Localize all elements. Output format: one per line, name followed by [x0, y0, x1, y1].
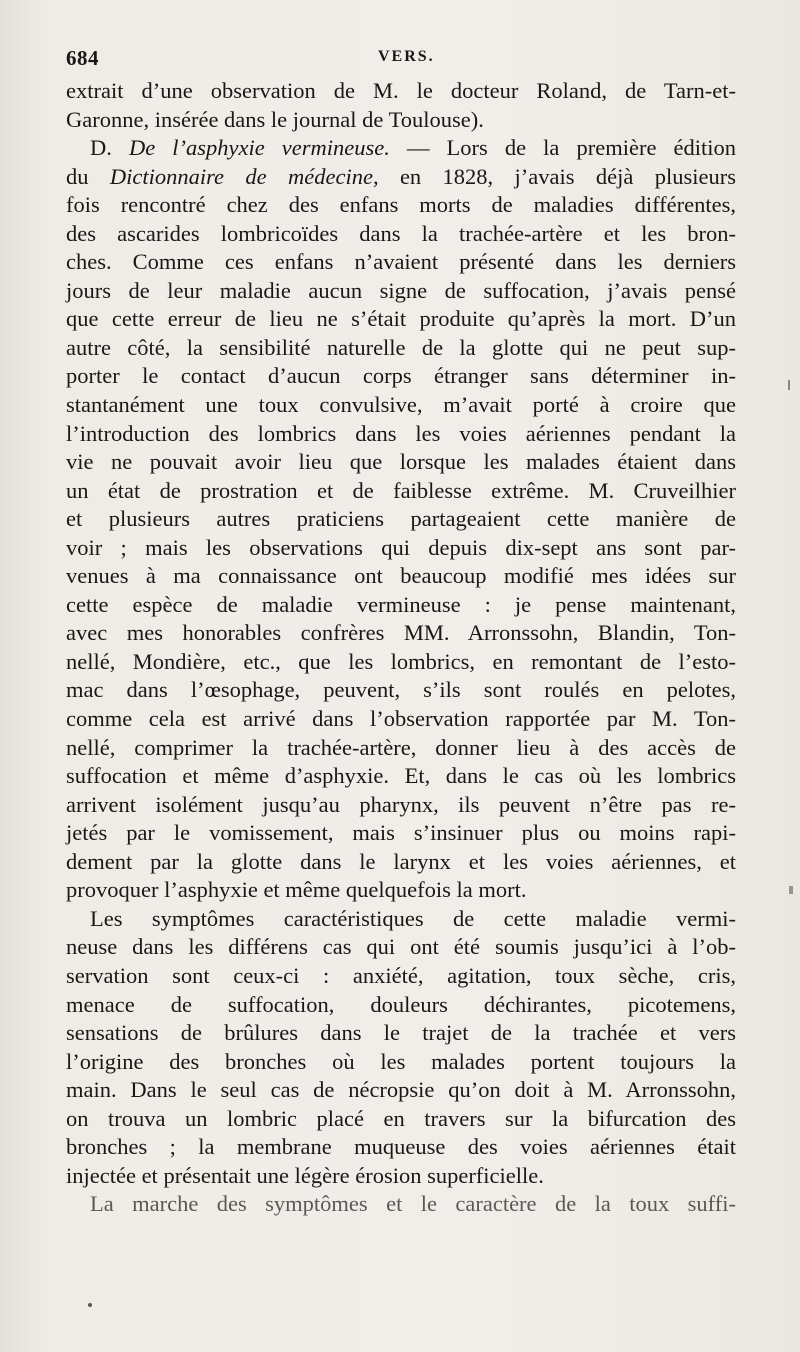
text-line: on trouva un lombric placé en travers sur la bifurcation des — [66, 1105, 736, 1131]
text-line: jours de leur maladie aucun signe de suffocation, j’avais pensé — [66, 277, 736, 303]
ink-speck — [88, 1303, 92, 1307]
text-line: bronches ; la membrane muqueuse des voies aériennes était — [66, 1134, 736, 1160]
text-line-section-d — [66, 134, 736, 163]
text-line: injectée et présentait une légère érosion superficielle. — [66, 1162, 544, 1188]
text-line: Les symptômes caractéristiques de cette maladie vermi- — [90, 905, 736, 931]
text-line: l’origine des bronches où les malades portent toujours la — [66, 1048, 736, 1074]
section-label: D. — [90, 135, 129, 161]
page-header — [66, 46, 736, 74]
text-line: venues à ma connaissance ont beaucoup modifié mes idées sur — [66, 563, 736, 589]
text-line: Garonne, insérée dans le journal de Toulouse). — [66, 106, 484, 132]
text-line: porter le contact d’aucun corps étranger sans déterminer in- — [66, 363, 736, 389]
text-line: stantanément une toux convulsive, m’avait porté à croire que — [66, 392, 736, 418]
text-line: La marche des symptômes et le caractère de la toux suffi- — [90, 1191, 736, 1217]
text-line: dement par la glotte dans le larynx et les voies aériennes, et — [66, 848, 736, 874]
running-head: VERS. — [378, 48, 435, 65]
text-line: extrait d’une observation de M. le docteur Roland, de Tarn-et- — [66, 78, 736, 103]
text-line: main. Dans le seul cas de nécropsie qu’on doit à M. Arronssohn, — [66, 1077, 736, 1103]
section-title: De l’asphyxie vermineuse. — [128, 135, 390, 161]
text-line: nellé, comprimer la trachée-artère, donner lieu à des accès de — [66, 734, 736, 760]
text-line: mac dans l’œsophage, peuvent, s’ils sont roulés en pelotes, — [66, 677, 736, 703]
text-line: ches. Comme ces enfans n’avaient présenté dans les derniers — [66, 249, 736, 275]
text-line — [66, 163, 736, 192]
dictionary-title: Dictionnaire de médecine, — [109, 163, 379, 189]
text-line: arrivent isolément jusqu’au pharynx, ils peuvent n’être pas re- — [66, 791, 736, 817]
text-line: avec mes honorables confrères MM. Arronssohn, Blandin, Ton- — [66, 620, 736, 646]
text-line: sensations de brûlures dans le trajet de la trachée et vers — [66, 1020, 736, 1046]
text-line: suffocation et même d’asphyxie. Et, dans le cas où les lombrics — [66, 763, 736, 789]
text-line: que cette erreur de lieu ne s’était produite qu’après la mort. D’un — [66, 306, 736, 332]
text-line: fois rencontré chez des enfans morts de maladies différentes, — [66, 192, 736, 218]
text-line: nellé, Mondière, etc., que les lombrics, en remontant de l’esto- — [66, 648, 736, 674]
line-start: du — [66, 163, 110, 189]
line-rest: en 1828, j’avais déjà plusieurs — [378, 163, 736, 189]
text-line: jetés par le vomissement, mais s’insinuer plus ou moins rapi- — [66, 820, 736, 846]
text-line: autre côté, la sensibilité naturelle de la glotte qui ne peut sup- — [66, 334, 736, 360]
text-line: voir ; mais les observations qui depuis dix-sept ans sont par- — [66, 534, 736, 560]
text-line: neuse dans les différens cas qui ont été soumis jusqu’ici à l’ob- — [66, 934, 736, 960]
text-line: vie ne pouvait avoir lieu que lorsque les malades étaient dans — [66, 449, 736, 475]
text-line: comme cela est arrivé dans l’observation rapportée par M. Ton- — [66, 706, 736, 732]
text-line: l’introduction des lombrics dans les voies aériennes pendant la — [66, 420, 736, 446]
text-line: des ascarides lombricoïdes dans la trachée-artère et les bron- — [66, 220, 736, 246]
text-line: menace de suffocation, douleurs déchirantes, picotemens, — [66, 991, 736, 1017]
body-text — [66, 77, 736, 1219]
text-line: et plusieurs autres praticiens partageaient cette manière de — [66, 506, 736, 532]
text-line: servation sont ceux-ci : anxiété, agitation, toux sèche, cris, — [66, 962, 736, 988]
text-line: cette espèce de maladie vermineuse : je pense maintenant, — [66, 591, 736, 617]
text-line: un état de prostration et de faiblesse extrême. M. Cruveilhier — [66, 477, 736, 503]
page-number: 684 — [66, 46, 99, 70]
text-line: provoquer l’asphyxie et même quelquefois la mort. — [66, 877, 527, 903]
section-lead: — Lors de la première édition — [389, 135, 737, 161]
ink-speck — [788, 380, 790, 390]
ink-speck — [789, 886, 793, 894]
